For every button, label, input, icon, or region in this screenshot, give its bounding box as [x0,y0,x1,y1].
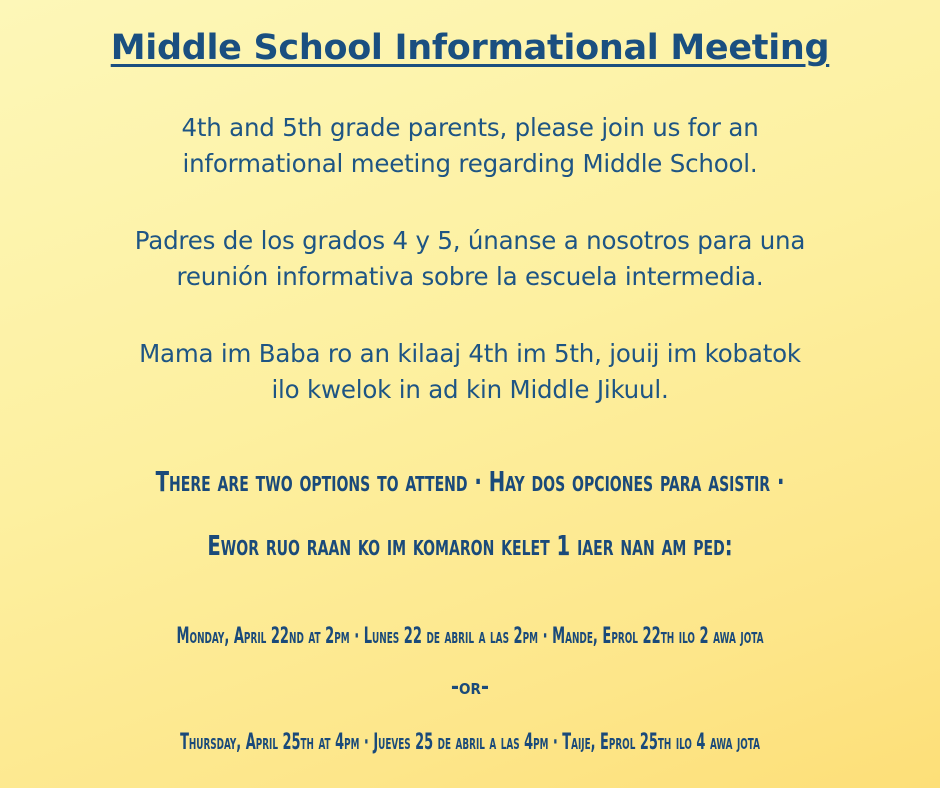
marshallese-line-2: ilo kwelok in ad kin Middle Jikuul. [271,375,669,404]
spanish-line-2: reunión informativa sobre la escuela intermedia. [176,262,764,291]
spanish-paragraph [0,223,940,295]
or-separator: -or- [450,675,490,700]
meeting-date-first: Monday, April 22nd at 2pm · Lunes 22 de abril a las 2pm · Mande, Eprol 22th ilo 2 awa jota [176,624,764,649]
options-heading-line-1: There are two options to attend · Hay dos opciones para asistir · [155,465,785,498]
spanish-line-1: Padres de los grados 4 y 5, únanse a nosotros para una [134,226,806,255]
flyer-title: Middle School Informational Meeting [110,28,830,68]
options-heading-line-2: Ewor ruo raan ko im komaron kelet 1 iaer nan am ped: [207,529,733,562]
marshallese-line-1: Mama im Baba ro an kilaaj 4th im 5th, jouij im kobatok [139,339,801,368]
english-line-2: informational meeting regarding Middle School. [182,149,758,178]
english-paragraph [0,110,940,182]
marshallese-paragraph [0,336,940,408]
english-line-1: 4th and 5th grade parents, please join us for an [181,113,759,142]
meeting-date-second: Thursday, April 25th at 4pm · Jueves 25 de abril a las 4pm · Taije, Eprol 25th ilo 4 awa jota [180,730,760,755]
